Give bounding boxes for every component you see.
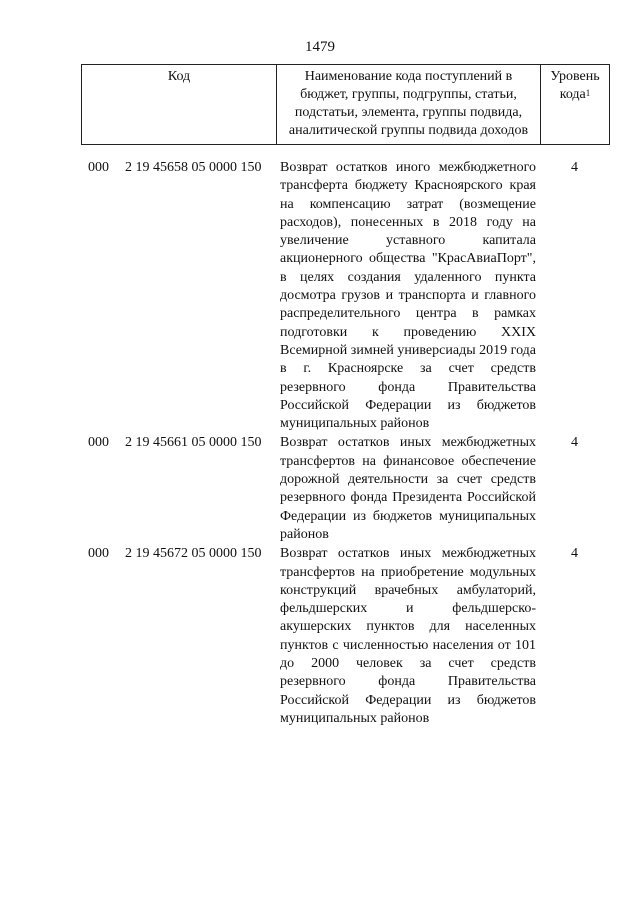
table-row xyxy=(81,545,609,729)
admin-code: 000 xyxy=(88,435,109,451)
table-row xyxy=(81,434,609,545)
header-code xyxy=(82,65,277,145)
code-cell xyxy=(81,545,276,729)
revenue-code: 2 19 45658 05 0000 150 xyxy=(125,160,262,175)
admin-code: 000 xyxy=(88,160,109,175)
level-cell: 4 xyxy=(571,435,578,451)
table-row xyxy=(81,159,609,434)
revenue-code: 2 19 45672 05 0000 150 xyxy=(125,546,262,562)
footnote-marker: 1 xyxy=(585,88,591,98)
header-code-label: Код xyxy=(167,69,191,84)
header-row xyxy=(82,65,610,145)
header-level-label: Уровень кода xyxy=(550,69,600,102)
table-body xyxy=(81,159,609,729)
admin-code: 000 xyxy=(88,546,109,562)
revenue-code: 2 19 45661 05 0000 150 xyxy=(125,435,262,451)
level-cell: 4 xyxy=(571,546,578,562)
header-name xyxy=(277,65,541,145)
level-cell: 4 xyxy=(571,160,578,175)
code-cell xyxy=(81,159,276,434)
header-level xyxy=(541,65,610,145)
name-cell: Возврат остатков иного межбюджетного трансферта бюджету Красноярского края на компенсацию затрат (возмещение расходов), понесенных в 2018 году на увеличение уставного капитала акционерного общества "КрасАвиаПорт", в целях создания удаленного пункта досмотра грузов и транспорта и главного распределительного центра в рамках подготовки к проведению XXIX Всемирной зимней универсиады 2019 года в г. Красноярске за счет средств резервного фонда Правительства Российской Федерации из бюджетов муниципальных районов xyxy=(280,160,536,432)
page-number: 1479 xyxy=(305,39,335,55)
name-cell: Возврат остатков иных межбюджетных трансфертов на финансовое обеспечение дорожной деятельности за счет средств резервного фонда Президента Российской Федерации из бюджетов муниципальных районов xyxy=(280,435,536,542)
table-header xyxy=(81,64,610,145)
header-name-label: Наименование кода поступлений в бюджет, группы, подгруппы, статьи, подстатьи, элемента, группы подвида, аналитической группы подвида доходов xyxy=(288,69,529,138)
code-cell xyxy=(81,434,276,545)
name-cell: Возврат остатков иных межбюджетных трансфертов на приобретение модульных конструкций врачебных амбулаторий, фельдшерских и фельдшерско-акушерских пунктов для населенных пунктов с численностью населения от 101 до 2000 человек за счет средств резервного фонда Правительства Российской Федерации из бюджетов муниципальных районов xyxy=(280,546,536,726)
